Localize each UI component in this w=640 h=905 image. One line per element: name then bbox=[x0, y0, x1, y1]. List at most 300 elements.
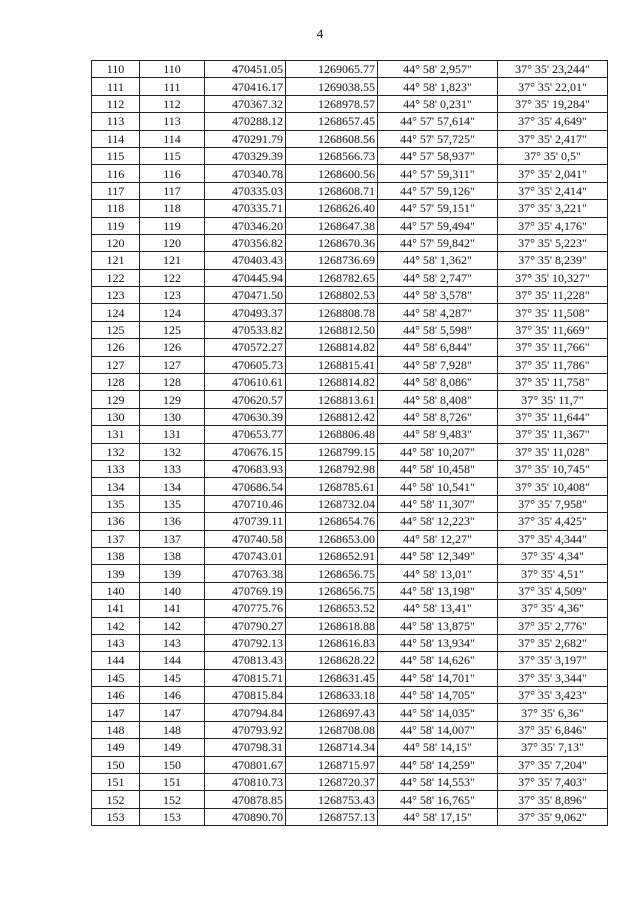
coord-x-cell: 470739.11 bbox=[205, 513, 286, 530]
longitude-cell: 37° 35' 11,367" bbox=[498, 426, 608, 443]
point-number-cell: 142 bbox=[92, 617, 140, 634]
point-number-cell: 151 bbox=[92, 774, 140, 791]
point-id-cell: 117 bbox=[140, 182, 205, 199]
coord-y-cell: 1268708.08 bbox=[286, 721, 378, 738]
latitude-cell: 44° 58' 10,541" bbox=[378, 478, 498, 495]
coord-y-cell: 1268608.71 bbox=[286, 182, 378, 199]
latitude-cell: 44° 57' 59,842" bbox=[378, 234, 498, 251]
coord-x-cell: 470794.84 bbox=[205, 704, 286, 721]
coord-x-cell: 470572.27 bbox=[205, 339, 286, 356]
coord-x-cell: 470676.15 bbox=[205, 443, 286, 460]
longitude-cell: 37° 35' 6,36" bbox=[498, 704, 608, 721]
coord-x-cell: 470416.17 bbox=[205, 78, 286, 95]
point-number-cell: 124 bbox=[92, 304, 140, 321]
coord-y-cell: 1269065.77 bbox=[286, 61, 378, 78]
point-id-cell: 130 bbox=[140, 408, 205, 425]
longitude-cell: 37° 35' 11,669" bbox=[498, 321, 608, 338]
point-number-cell: 128 bbox=[92, 374, 140, 391]
longitude-cell: 37° 35' 2,776" bbox=[498, 617, 608, 634]
latitude-cell: 44° 58' 12,27" bbox=[378, 530, 498, 547]
coord-y-cell: 1268656.75 bbox=[286, 565, 378, 582]
longitude-cell: 37° 35' 3,344" bbox=[498, 669, 608, 686]
latitude-cell: 44° 57' 59,151" bbox=[378, 200, 498, 217]
coord-x-cell: 470445.94 bbox=[205, 269, 286, 286]
coord-x-cell: 470533.82 bbox=[205, 321, 286, 338]
latitude-cell: 44° 58' 14,007" bbox=[378, 721, 498, 738]
latitude-cell: 44° 58' 9,483" bbox=[378, 426, 498, 443]
coord-y-cell: 1268616.83 bbox=[286, 634, 378, 651]
coord-y-cell: 1268656.75 bbox=[286, 582, 378, 599]
coord-x-cell: 470710.46 bbox=[205, 495, 286, 512]
point-id-cell: 120 bbox=[140, 234, 205, 251]
point-id-cell: 144 bbox=[140, 652, 205, 669]
point-number-cell: 112 bbox=[92, 95, 140, 112]
longitude-cell: 37° 35' 22,01" bbox=[498, 78, 608, 95]
latitude-cell: 44° 57' 59,126" bbox=[378, 182, 498, 199]
point-id-cell: 124 bbox=[140, 304, 205, 321]
table-row bbox=[92, 495, 608, 512]
coord-y-cell: 1268697.43 bbox=[286, 704, 378, 721]
table-row bbox=[92, 565, 608, 582]
latitude-cell: 44° 58' 8,726" bbox=[378, 408, 498, 425]
table-row bbox=[92, 374, 608, 391]
coord-y-cell: 1268566.73 bbox=[286, 147, 378, 164]
longitude-cell: 37° 35' 4,36" bbox=[498, 600, 608, 617]
latitude-cell: 44° 58' 14,553" bbox=[378, 774, 498, 791]
coord-y-cell: 1268814.82 bbox=[286, 374, 378, 391]
longitude-cell: 37° 35' 2,414" bbox=[498, 182, 608, 199]
longitude-cell: 37° 35' 7,13" bbox=[498, 739, 608, 756]
coord-y-cell: 1268608.56 bbox=[286, 130, 378, 147]
point-id-cell: 128 bbox=[140, 374, 205, 391]
point-number-cell: 126 bbox=[92, 339, 140, 356]
table-row bbox=[92, 426, 608, 443]
table-row bbox=[92, 339, 608, 356]
coord-x-cell: 470813.43 bbox=[205, 652, 286, 669]
coord-y-cell: 1268782.65 bbox=[286, 269, 378, 286]
longitude-cell: 37° 35' 11,508" bbox=[498, 304, 608, 321]
point-id-cell: 114 bbox=[140, 130, 205, 147]
latitude-cell: 44° 58' 7,928" bbox=[378, 356, 498, 373]
table-row bbox=[92, 582, 608, 599]
table-row bbox=[92, 113, 608, 130]
coord-y-cell: 1268978.57 bbox=[286, 95, 378, 112]
latitude-cell: 44° 58' 14,705" bbox=[378, 687, 498, 704]
coord-y-cell: 1268815.41 bbox=[286, 356, 378, 373]
coord-y-cell: 1268626.40 bbox=[286, 200, 378, 217]
table-row bbox=[92, 756, 608, 773]
point-number-cell: 110 bbox=[92, 61, 140, 78]
coord-y-cell: 1268814.82 bbox=[286, 339, 378, 356]
coord-y-cell: 1268631.45 bbox=[286, 669, 378, 686]
latitude-cell: 44° 58' 0,231" bbox=[378, 95, 498, 112]
table-row bbox=[92, 704, 608, 721]
point-id-cell: 150 bbox=[140, 756, 205, 773]
coord-y-cell: 1268628.22 bbox=[286, 652, 378, 669]
coord-y-cell: 1268618.88 bbox=[286, 617, 378, 634]
table-row bbox=[92, 408, 608, 425]
point-number-cell: 136 bbox=[92, 513, 140, 530]
table-row bbox=[92, 547, 608, 564]
point-id-cell: 116 bbox=[140, 165, 205, 182]
table-row bbox=[92, 321, 608, 338]
longitude-cell: 37° 35' 2,417" bbox=[498, 130, 608, 147]
coord-x-cell: 470653.77 bbox=[205, 426, 286, 443]
coord-x-cell: 470740.58 bbox=[205, 530, 286, 547]
point-number-cell: 118 bbox=[92, 200, 140, 217]
point-number-cell: 117 bbox=[92, 182, 140, 199]
latitude-cell: 44° 58' 13,41" bbox=[378, 600, 498, 617]
coord-x-cell: 470335.03 bbox=[205, 182, 286, 199]
point-number-cell: 134 bbox=[92, 478, 140, 495]
point-number-cell: 148 bbox=[92, 721, 140, 738]
longitude-cell: 37° 35' 2,682" bbox=[498, 634, 608, 651]
coord-y-cell: 1268785.61 bbox=[286, 478, 378, 495]
point-number-cell: 139 bbox=[92, 565, 140, 582]
coord-x-cell: 470329.39 bbox=[205, 147, 286, 164]
coord-y-cell: 1268813.61 bbox=[286, 391, 378, 408]
table-row bbox=[92, 791, 608, 808]
latitude-cell: 44° 58' 2,957" bbox=[378, 61, 498, 78]
latitude-cell: 44° 58' 13,198" bbox=[378, 582, 498, 599]
point-number-cell: 127 bbox=[92, 356, 140, 373]
coord-x-cell: 470743.01 bbox=[205, 547, 286, 564]
longitude-cell: 37° 35' 6,846" bbox=[498, 721, 608, 738]
coord-y-cell: 1268653.00 bbox=[286, 530, 378, 547]
latitude-cell: 44° 57' 58,937" bbox=[378, 147, 498, 164]
coord-y-cell: 1268732.04 bbox=[286, 495, 378, 512]
latitude-cell: 44° 58' 3,578" bbox=[378, 287, 498, 304]
coord-y-cell: 1268715.97 bbox=[286, 756, 378, 773]
coord-y-cell: 1269038.55 bbox=[286, 78, 378, 95]
point-id-cell: 149 bbox=[140, 739, 205, 756]
point-number-cell: 122 bbox=[92, 269, 140, 286]
coord-x-cell: 470605.73 bbox=[205, 356, 286, 373]
point-id-cell: 119 bbox=[140, 217, 205, 234]
coord-x-cell: 470403.43 bbox=[205, 252, 286, 269]
table-row bbox=[92, 61, 608, 78]
latitude-cell: 44° 58' 6,844" bbox=[378, 339, 498, 356]
latitude-cell: 44° 58' 8,086" bbox=[378, 374, 498, 391]
coord-y-cell: 1268757.13 bbox=[286, 808, 378, 825]
longitude-cell: 37° 35' 4,425" bbox=[498, 513, 608, 530]
table-row bbox=[92, 234, 608, 251]
coord-x-cell: 470815.71 bbox=[205, 669, 286, 686]
coord-y-cell: 1268714.34 bbox=[286, 739, 378, 756]
point-number-cell: 133 bbox=[92, 460, 140, 477]
latitude-cell: 44° 58' 10,458" bbox=[378, 460, 498, 477]
coord-x-cell: 470288.12 bbox=[205, 113, 286, 130]
point-number-cell: 116 bbox=[92, 165, 140, 182]
coord-x-cell: 470775.76 bbox=[205, 600, 286, 617]
table-row bbox=[92, 165, 608, 182]
coord-x-cell: 470763.38 bbox=[205, 565, 286, 582]
table-row bbox=[92, 287, 608, 304]
coordinates-table-body bbox=[92, 61, 608, 826]
longitude-cell: 37° 35' 4,344" bbox=[498, 530, 608, 547]
coord-x-cell: 470769.19 bbox=[205, 582, 286, 599]
latitude-cell: 44° 58' 14,626" bbox=[378, 652, 498, 669]
latitude-cell: 44° 58' 14,701" bbox=[378, 669, 498, 686]
point-number-cell: 115 bbox=[92, 147, 140, 164]
coord-x-cell: 470815.84 bbox=[205, 687, 286, 704]
coord-y-cell: 1268812.42 bbox=[286, 408, 378, 425]
point-id-cell: 145 bbox=[140, 669, 205, 686]
longitude-cell: 37° 35' 19,284" bbox=[498, 95, 608, 112]
latitude-cell: 44° 58' 1,823" bbox=[378, 78, 498, 95]
table-row bbox=[92, 130, 608, 147]
point-id-cell: 131 bbox=[140, 426, 205, 443]
page-number: 4 bbox=[316, 26, 324, 41]
coord-x-cell: 470493.37 bbox=[205, 304, 286, 321]
latitude-cell: 44° 58' 14,259" bbox=[378, 756, 498, 773]
point-number-cell: 152 bbox=[92, 791, 140, 808]
point-number-cell: 135 bbox=[92, 495, 140, 512]
point-number-cell: 130 bbox=[92, 408, 140, 425]
coord-x-cell: 470471.50 bbox=[205, 287, 286, 304]
latitude-cell: 44° 58' 11,307" bbox=[378, 495, 498, 512]
point-number-cell: 150 bbox=[92, 756, 140, 773]
point-id-cell: 125 bbox=[140, 321, 205, 338]
point-id-cell: 122 bbox=[140, 269, 205, 286]
longitude-cell: 37° 35' 11,028" bbox=[498, 443, 608, 460]
latitude-cell: 44° 57' 59,494" bbox=[378, 217, 498, 234]
coord-x-cell: 470356.82 bbox=[205, 234, 286, 251]
point-id-cell: 139 bbox=[140, 565, 205, 582]
longitude-cell: 37° 35' 4,649" bbox=[498, 113, 608, 130]
point-number-cell: 111 bbox=[92, 78, 140, 95]
latitude-cell: 44° 58' 4,287" bbox=[378, 304, 498, 321]
point-id-cell: 115 bbox=[140, 147, 205, 164]
longitude-cell: 37° 35' 5,223" bbox=[498, 234, 608, 251]
longitude-cell: 37° 35' 4,176" bbox=[498, 217, 608, 234]
longitude-cell: 37° 35' 11,7" bbox=[498, 391, 608, 408]
coord-x-cell: 470793.92 bbox=[205, 721, 286, 738]
point-number-cell: 153 bbox=[92, 808, 140, 825]
longitude-cell: 37° 35' 10,327" bbox=[498, 269, 608, 286]
latitude-cell: 44° 57' 57,725" bbox=[378, 130, 498, 147]
point-number-cell: 120 bbox=[92, 234, 140, 251]
table-row bbox=[92, 460, 608, 477]
table-row bbox=[92, 269, 608, 286]
longitude-cell: 37° 35' 10,408" bbox=[498, 478, 608, 495]
coord-x-cell: 470610.61 bbox=[205, 374, 286, 391]
longitude-cell: 37° 35' 3,423" bbox=[498, 687, 608, 704]
point-id-cell: 129 bbox=[140, 391, 205, 408]
latitude-cell: 44° 58' 14,035" bbox=[378, 704, 498, 721]
longitude-cell: 37° 35' 11,786" bbox=[498, 356, 608, 373]
point-number-cell: 149 bbox=[92, 739, 140, 756]
point-number-cell: 119 bbox=[92, 217, 140, 234]
longitude-cell: 37° 35' 7,403" bbox=[498, 774, 608, 791]
point-id-cell: 111 bbox=[140, 78, 205, 95]
latitude-cell: 44° 58' 2,747" bbox=[378, 269, 498, 286]
point-id-cell: 140 bbox=[140, 582, 205, 599]
table-row bbox=[92, 356, 608, 373]
coord-x-cell: 470340.78 bbox=[205, 165, 286, 182]
point-id-cell: 113 bbox=[140, 113, 205, 130]
point-id-cell: 136 bbox=[140, 513, 205, 530]
coord-x-cell: 470367.32 bbox=[205, 95, 286, 112]
table-row bbox=[92, 513, 608, 530]
longitude-cell: 37° 35' 0,5" bbox=[498, 147, 608, 164]
point-id-cell: 147 bbox=[140, 704, 205, 721]
point-number-cell: 125 bbox=[92, 321, 140, 338]
coord-x-cell: 470878.85 bbox=[205, 791, 286, 808]
latitude-cell: 44° 58' 12,349" bbox=[378, 547, 498, 564]
coord-x-cell: 470810.73 bbox=[205, 774, 286, 791]
coord-y-cell: 1268652.91 bbox=[286, 547, 378, 564]
point-number-cell: 144 bbox=[92, 652, 140, 669]
point-number-cell: 129 bbox=[92, 391, 140, 408]
point-number-cell: 123 bbox=[92, 287, 140, 304]
longitude-cell: 37° 35' 10,745" bbox=[498, 460, 608, 477]
table-row bbox=[92, 304, 608, 321]
coord-y-cell: 1268806.48 bbox=[286, 426, 378, 443]
coord-y-cell: 1268657.45 bbox=[286, 113, 378, 130]
longitude-cell: 37° 35' 4,509" bbox=[498, 582, 608, 599]
point-number-cell: 147 bbox=[92, 704, 140, 721]
coord-x-cell: 470801.67 bbox=[205, 756, 286, 773]
latitude-cell: 44° 58' 14,15" bbox=[378, 739, 498, 756]
coord-x-cell: 470686.54 bbox=[205, 478, 286, 495]
coord-y-cell: 1268600.56 bbox=[286, 165, 378, 182]
table-row bbox=[92, 808, 608, 825]
coord-y-cell: 1268653.52 bbox=[286, 600, 378, 617]
latitude-cell: 44° 58' 12,223" bbox=[378, 513, 498, 530]
latitude-cell: 44° 58' 1,362" bbox=[378, 252, 498, 269]
table-row bbox=[92, 652, 608, 669]
point-number-cell: 137 bbox=[92, 530, 140, 547]
point-number-cell: 121 bbox=[92, 252, 140, 269]
table-row bbox=[92, 391, 608, 408]
latitude-cell: 44° 57' 57,614" bbox=[378, 113, 498, 130]
table-row bbox=[92, 721, 608, 738]
table-row bbox=[92, 774, 608, 791]
point-id-cell: 123 bbox=[140, 287, 205, 304]
table-row bbox=[92, 200, 608, 217]
longitude-cell: 37° 35' 9,062" bbox=[498, 808, 608, 825]
longitude-cell: 37° 35' 8,239" bbox=[498, 252, 608, 269]
point-id-cell: 126 bbox=[140, 339, 205, 356]
point-id-cell: 110 bbox=[140, 61, 205, 78]
longitude-cell: 37° 35' 3,221" bbox=[498, 200, 608, 217]
point-id-cell: 151 bbox=[140, 774, 205, 791]
coord-y-cell: 1268802.53 bbox=[286, 287, 378, 304]
coord-y-cell: 1268812.50 bbox=[286, 321, 378, 338]
table-row bbox=[92, 78, 608, 95]
coord-x-cell: 470790.27 bbox=[205, 617, 286, 634]
longitude-cell: 37° 35' 3,197" bbox=[498, 652, 608, 669]
point-id-cell: 127 bbox=[140, 356, 205, 373]
coord-x-cell: 470890.70 bbox=[205, 808, 286, 825]
longitude-cell: 37° 35' 7,204" bbox=[498, 756, 608, 773]
point-number-cell: 141 bbox=[92, 600, 140, 617]
coord-y-cell: 1268633.18 bbox=[286, 687, 378, 704]
longitude-cell: 37° 35' 4,34" bbox=[498, 547, 608, 564]
longitude-cell: 37° 35' 2,041" bbox=[498, 165, 608, 182]
table-row bbox=[92, 147, 608, 164]
coord-x-cell: 470630.39 bbox=[205, 408, 286, 425]
coord-y-cell: 1268792.98 bbox=[286, 460, 378, 477]
longitude-cell: 37° 35' 4,51" bbox=[498, 565, 608, 582]
table-row bbox=[92, 443, 608, 460]
point-id-cell: 148 bbox=[140, 721, 205, 738]
latitude-cell: 44° 57' 59,311" bbox=[378, 165, 498, 182]
point-id-cell: 146 bbox=[140, 687, 205, 704]
table-row bbox=[92, 634, 608, 651]
latitude-cell: 44° 58' 13,934" bbox=[378, 634, 498, 651]
coord-y-cell: 1268736.69 bbox=[286, 252, 378, 269]
point-id-cell: 152 bbox=[140, 791, 205, 808]
longitude-cell: 37° 35' 11,228" bbox=[498, 287, 608, 304]
latitude-cell: 44° 58' 13,875" bbox=[378, 617, 498, 634]
point-number-cell: 113 bbox=[92, 113, 140, 130]
table-row bbox=[92, 600, 608, 617]
coord-y-cell: 1268654.76 bbox=[286, 513, 378, 530]
point-number-cell: 140 bbox=[92, 582, 140, 599]
point-number-cell: 132 bbox=[92, 443, 140, 460]
coord-x-cell: 470792.13 bbox=[205, 634, 286, 651]
table-row bbox=[92, 182, 608, 199]
point-id-cell: 141 bbox=[140, 600, 205, 617]
coord-y-cell: 1268753.43 bbox=[286, 791, 378, 808]
coordinates-table bbox=[91, 60, 608, 826]
coord-x-cell: 470291.79 bbox=[205, 130, 286, 147]
coord-x-cell: 470335.71 bbox=[205, 200, 286, 217]
point-id-cell: 134 bbox=[140, 478, 205, 495]
point-number-cell: 145 bbox=[92, 669, 140, 686]
table-row bbox=[92, 617, 608, 634]
table-row bbox=[92, 739, 608, 756]
point-id-cell: 142 bbox=[140, 617, 205, 634]
table-row bbox=[92, 478, 608, 495]
coord-x-cell: 470346.20 bbox=[205, 217, 286, 234]
point-id-cell: 138 bbox=[140, 547, 205, 564]
latitude-cell: 44° 58' 10,207" bbox=[378, 443, 498, 460]
coord-y-cell: 1268720.37 bbox=[286, 774, 378, 791]
table-row bbox=[92, 252, 608, 269]
point-id-cell: 118 bbox=[140, 200, 205, 217]
table-row bbox=[92, 95, 608, 112]
longitude-cell: 37° 35' 7,958" bbox=[498, 495, 608, 512]
coord-y-cell: 1268808.78 bbox=[286, 304, 378, 321]
coord-y-cell: 1268670.36 bbox=[286, 234, 378, 251]
point-number-cell: 114 bbox=[92, 130, 140, 147]
coord-x-cell: 470451.05 bbox=[205, 61, 286, 78]
coord-y-cell: 1268647.38 bbox=[286, 217, 378, 234]
latitude-cell: 44° 58' 17,15" bbox=[378, 808, 498, 825]
point-id-cell: 137 bbox=[140, 530, 205, 547]
point-id-cell: 132 bbox=[140, 443, 205, 460]
coord-x-cell: 470683.93 bbox=[205, 460, 286, 477]
longitude-cell: 37° 35' 8,896" bbox=[498, 791, 608, 808]
latitude-cell: 44° 58' 5,598" bbox=[378, 321, 498, 338]
longitude-cell: 37° 35' 11,766" bbox=[498, 339, 608, 356]
table-row bbox=[92, 530, 608, 547]
coord-y-cell: 1268799.15 bbox=[286, 443, 378, 460]
point-number-cell: 146 bbox=[92, 687, 140, 704]
latitude-cell: 44° 58' 13,01" bbox=[378, 565, 498, 582]
longitude-cell: 37° 35' 23,244" bbox=[498, 61, 608, 78]
point-id-cell: 133 bbox=[140, 460, 205, 477]
point-number-cell: 143 bbox=[92, 634, 140, 651]
point-id-cell: 153 bbox=[140, 808, 205, 825]
longitude-cell: 37° 35' 11,758" bbox=[498, 374, 608, 391]
table-row bbox=[92, 687, 608, 704]
table-row bbox=[92, 669, 608, 686]
table-row bbox=[92, 217, 608, 234]
